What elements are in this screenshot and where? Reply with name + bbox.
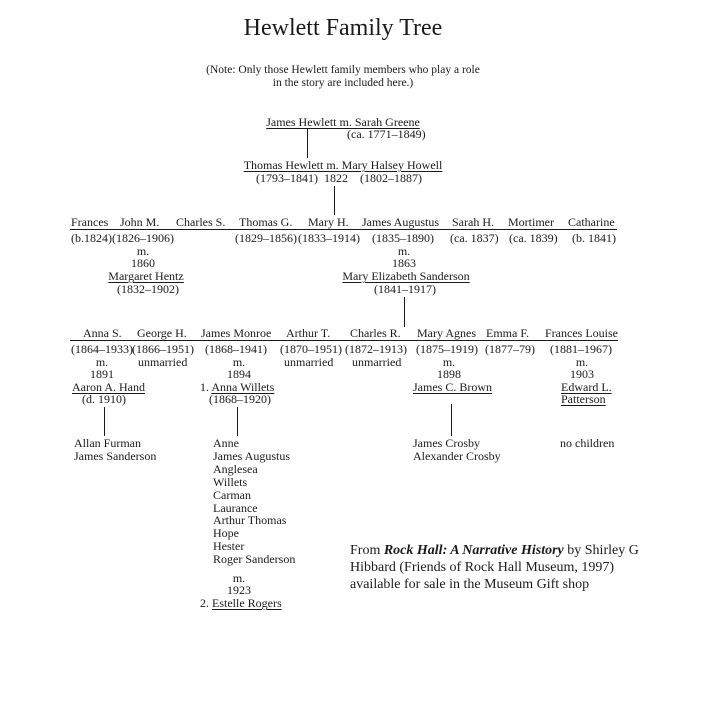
gen4-date-james: (1868–1941) [205,342,267,356]
child-name: James Crosby [413,436,480,450]
john-marriage-year: 1860 [131,256,155,270]
gen2-connector [334,186,335,215]
james-monroe-second-spouse-row [200,597,282,610]
gen3-date-mortimer: (ca. 1839) [509,231,558,245]
gen3-date-catharine: (b. 1841) [572,231,616,245]
gen4-name-james: James Monroe [201,326,272,340]
james-monroe-spouse: Anna Willets [211,380,275,394]
james-marriage-year: 1863 [392,256,416,270]
child-name: Carman [213,487,251,502]
mary-agnes-children [413,437,501,463]
gen4-date-frances: (1881–1967) [550,342,612,356]
child-name: Roger Sanderson [213,552,296,567]
gen3-date-john: (1826–1906) [112,231,174,245]
anna-marriage-m: m. [95,355,109,369]
child-name: Laurance [213,500,258,515]
child-name: Hester [213,539,245,554]
gen3-name-john: John M. [120,215,160,229]
gen3-name-thomas: Thomas G. [239,215,293,229]
gen3-date-thomas: (1829–1856) [235,231,297,245]
james-monroe-children [213,437,295,566]
gen3-name-james: James Augustus [362,215,440,229]
james-monroe-marriage-m: m. [232,355,246,369]
frances-louise-children: no children [560,436,615,450]
source-caption [350,542,660,593]
caption-rest: by Shirley G Hibbard (Friends of Rock Hall Museum, 1997) available for sale in the Museum Gift shop [350,543,639,592]
frances-louise-marriage-year: 1903 [570,367,594,381]
gen3-name-mortimer: Mortimer [508,215,554,229]
anna-connector [104,407,105,436]
frances-louise-spouse-line-2: Patterson [561,392,606,406]
gen4-sibling-line [70,340,618,341]
gen4-name-mary: Mary Agnes [417,326,476,340]
gen3-date-james: (1835–1890) [372,231,434,245]
child-name: Anne [213,436,239,450]
mary-agnes-marriage-year: 1898 [437,367,461,381]
gen4-name-george: George H. [137,326,187,340]
gen2-couple: Thomas Hewlett m. Mary Halsey Howell [243,158,443,172]
gen4-name-anna: Anna S. [83,326,122,340]
gen4-name-emma: Emma F. [486,326,530,340]
note-line-1: (Note: Only those Hewlett family members who play a role [206,64,480,76]
page-title: Hewlett Family Tree [243,15,443,41]
frances-louise-spouse-line-1: Edward L. [561,380,612,394]
james-monroe-second-m: m. [232,571,246,585]
child-name: James Sanderson [74,448,157,463]
john-spouse-dates: (1832–1902) [117,282,179,296]
mary-agnes-spouse: James C. Brown [413,380,492,394]
child-name: James Augustus [213,448,291,463]
arthur-status: unmarried [284,355,334,369]
gen4-date-george: (1866–1951) [132,342,194,356]
james-monroe-marriage-year: 1894 [227,367,251,381]
gen3-sibling-line [70,229,617,230]
gen4-name-frances: Frances Louise [545,326,618,340]
gen4-name-arthur: Arthur T. [286,326,331,340]
gen3-name-sarah: Sarah H. [452,215,494,229]
james-spouse: Mary Elizabeth Sanderson [342,269,470,283]
caption-from: From [350,543,384,558]
gen4-date-arthur: (1870–1951) [280,342,342,356]
george-status: unmarried [138,355,188,369]
james-monroe-spouse-dates: (1868–1920) [209,392,271,406]
gen4-name-charles: Charles R. [350,326,401,340]
anna-spouse: Aaron A. Hand [72,380,145,394]
gen4-date-emma: (1877–79) [485,342,535,356]
john-spouse: Margaret Hentz [108,269,184,283]
gen4-date-mary: (1875–1919) [416,342,478,356]
gen3-name-charles: Charles S. [176,215,226,229]
anna-spouse-dates: (d. 1910) [82,392,126,406]
child-name: Alexander Crosby [413,448,501,463]
gen3-name-frances: Frances [71,215,109,229]
note-line-2: in the story are included here.) [272,77,414,89]
anna-marriage-year: 1891 [90,367,114,381]
gen1-connector [307,129,308,158]
gen3-connector [404,297,405,327]
james-monroe-second-year: 1923 [227,583,251,597]
gen2-dates: (1793–1841) 1822 (1802–1887) [256,171,422,185]
james-marriage-m: m. [397,244,411,258]
gen1-couple: James Hewlett m. Sarah Greene [266,115,420,129]
gen4-date-charles: (1872–1913) [345,342,407,356]
john-marriage-m: m. [136,244,150,258]
gen3-date-frances: (b.1824) [71,231,112,245]
gen1-dates: (ca. 1771–1849) [347,127,426,141]
mary-agnes-connector [451,404,452,436]
child-name: Hope [213,526,239,541]
spouse-number-1: 1. [200,380,212,394]
gen3-name-mary: Mary H. [308,215,349,229]
spouse-number-2: 2. [200,596,212,610]
james-monroe-second-spouse: Estelle Rogers [212,596,282,610]
james-monroe-connector [237,407,238,436]
james-spouse-dates: (1841–1917) [374,282,436,296]
caption-book-title: Rock Hall: A Narrative History [383,543,564,558]
gen4-date-anna: (1864–1933) [71,342,133,356]
anna-children [74,437,156,463]
child-name: Allan Furman [74,436,141,450]
gen3-name-catharine: Catharine [568,215,615,229]
charles-status: unmarried [352,355,402,369]
gen3-date-mary: (1833–1914) [298,231,360,245]
child-name: Anglesea [213,461,258,476]
child-name: Willets [213,474,248,489]
gen3-date-sarah: (ca. 1837) [450,231,499,245]
child-name: Arthur Thomas [213,513,287,528]
mary-agnes-marriage-m: m. [442,355,456,369]
frances-louise-marriage-m: m. [575,355,589,369]
